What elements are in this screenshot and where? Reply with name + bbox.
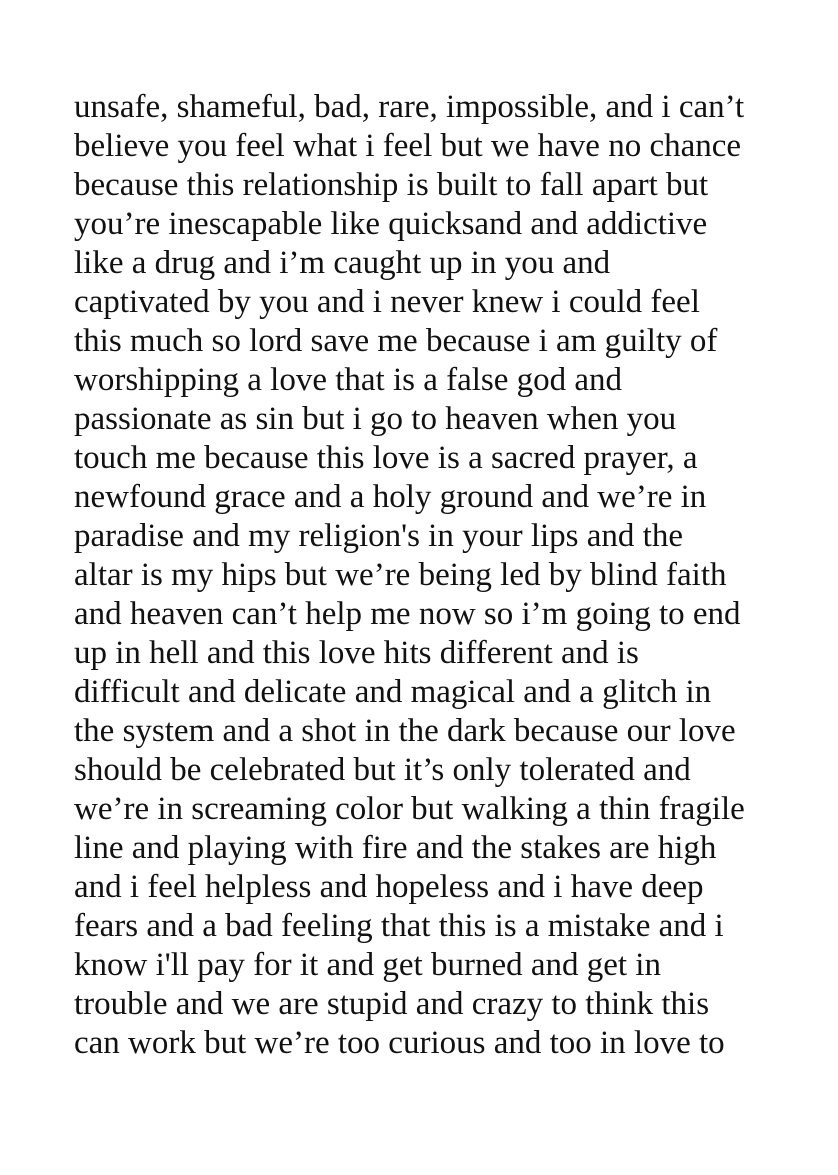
text-line: know i'll pay for it and get burned and get in: [74, 947, 661, 983]
text-line: touch me because this love is a sacred prayer, a: [74, 440, 698, 476]
text-line: paradise and my religion's in your lips and the: [74, 518, 683, 554]
text-line: this much so lord save me because i am guilty of: [74, 323, 718, 359]
text-line: you’re inescapable like quicksand and addictive: [74, 206, 708, 242]
text-line: and heaven can’t help me now so i’m going to end: [74, 596, 741, 632]
body-text: [74, 88, 814, 1063]
text-line: line and playing with fire and the stakes are high: [74, 830, 717, 866]
text-line: newfound grace and a holy ground and we’re in: [74, 479, 707, 515]
text-line: should be celebrated but it’s only tolerated and: [74, 752, 691, 788]
text-line: worshipping a love that is a false god and: [74, 362, 623, 398]
text-line: unsafe, shameful, bad, rare, impossible, and i can’t: [74, 89, 745, 125]
text-line: up in hell and this love hits different and is: [74, 635, 639, 671]
text-line: altar is my hips but we’re being led by blind faith: [74, 557, 727, 593]
text-line: difficult and delicate and magical and a glitch in: [74, 674, 712, 710]
text-line: like a drug and i’m caught up in you and: [74, 245, 611, 281]
text-line: the system and a shot in the dark because our love: [74, 713, 736, 749]
text-line: believe you feel what i feel but we have no chance: [74, 128, 742, 164]
text-line: and i feel helpless and hopeless and i have deep: [74, 869, 704, 905]
text-line: can work but we’re too curious and too in love to: [74, 1025, 725, 1061]
text-line: passionate as sin but i go to heaven when you: [74, 401, 677, 437]
text-line: trouble and we are stupid and crazy to think this: [74, 986, 710, 1022]
text-line: fears and a bad feeling that this is a mistake and i: [74, 908, 724, 944]
text-line: because this relationship is built to fall apart but: [74, 167, 709, 203]
text-line: we’re in screaming color but walking a thin fragile: [74, 791, 745, 827]
text-line: captivated by you and i never knew i could feel: [74, 284, 700, 320]
